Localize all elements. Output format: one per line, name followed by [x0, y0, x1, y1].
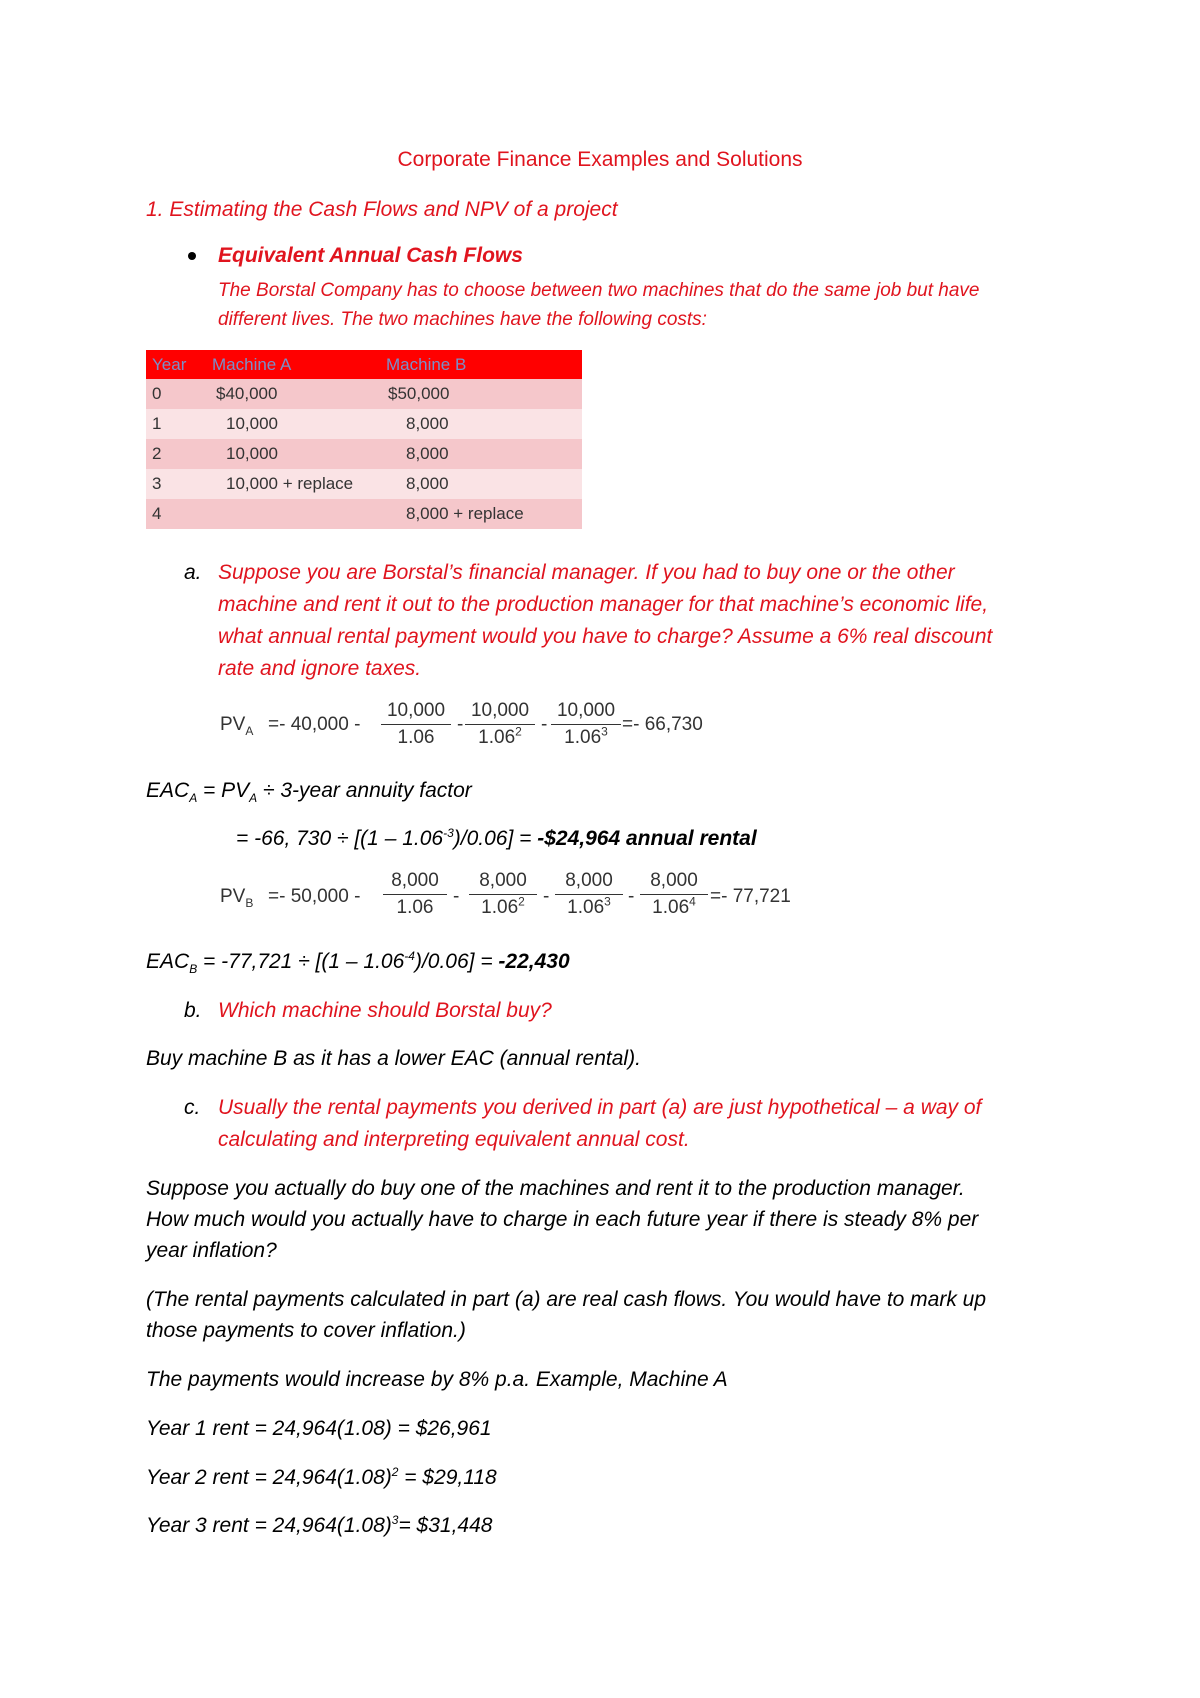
pvb-minus: -	[543, 886, 550, 907]
page-title: Corporate Finance Examples and Solutions	[397, 148, 803, 171]
eac-a-calculation: = -66, $730 \div [(1 - 1.06^{-3})/0.06]$ = -$24,964 annual rental	[236, 826, 757, 850]
table-cell: 8,000	[380, 439, 582, 469]
table-row	[146, 499, 582, 529]
eac-b-line: $EAC_B = -77,721 \div [(1 - 1.06^{-4})/0.06] = -22,430$	[146, 949, 570, 977]
table-cell: 4	[146, 499, 206, 529]
intro-line-1: The Borstal Company has to choose between two machines that do the same job but have	[218, 280, 980, 301]
question-c-line: Usually the rental payments you derived in part (a) are just hypothetical – a way of	[218, 1096, 982, 1119]
table-header: Machine A	[206, 350, 380, 379]
table-cell: $50,000	[380, 379, 582, 409]
question-a-marker: a.	[184, 561, 202, 584]
question-a-line: what annual rental payment would you have to charge? Assume a 6% real discount	[218, 625, 993, 648]
eac-a-line: $EAC_A = PV_A$ ÷ 3-year annuity factor	[146, 779, 472, 806]
table-cell: $40,000	[206, 379, 380, 409]
pvb-lead: =- 50,000 -	[268, 886, 361, 907]
table-cell: 2	[146, 439, 206, 469]
paragraph-line: those payments to cover inflation.)	[146, 1319, 466, 1342]
bullet-icon	[188, 252, 196, 260]
table-header: Year	[146, 350, 206, 379]
question-b-text: Which machine should Borstal buy?	[218, 999, 552, 1022]
table-cell: 1	[146, 409, 206, 439]
question-c-line: calculating and interpreting equivalent annual cost.	[218, 1128, 690, 1151]
table-cell: 10,000	[206, 439, 380, 469]
question-a-line: rate and ignore taxes.	[218, 657, 422, 680]
paragraph-line: Suppose you actually do buy one of the machines and rent it to the production manager.	[146, 1177, 965, 1200]
table-row	[146, 409, 582, 439]
table-cell: 8,000	[380, 409, 582, 439]
pva-lead: =- 40,000 -	[268, 714, 361, 735]
answer-b: Buy machine B as it has a lower EAC (annual rental).	[146, 1047, 641, 1070]
paragraph-line: How much would you actually have to charge in each future year if there is steady 8% per	[146, 1208, 979, 1231]
table-cell	[206, 499, 380, 529]
question-a-line: Suppose you are Borstal’s financial manager. If you had to buy one or the other	[218, 561, 955, 584]
pva-result: =- 66,730	[622, 714, 703, 735]
paragraph-line: The payments would increase by 8% p.a. Example, Machine A	[146, 1368, 728, 1391]
intro-line-2: different lives. The two machines have the following costs:	[218, 309, 707, 330]
table-cell: 0	[146, 379, 206, 409]
pvb-fraction: $\frac{8,000}{1.06}$	[383, 870, 447, 919]
question-c-marker: c.	[184, 1096, 201, 1119]
table-row	[146, 439, 582, 469]
pva-fraction: $\frac{10,000}{1.06^3}$	[551, 700, 621, 749]
question-b-marker: b.	[184, 999, 202, 1022]
pvb-fraction: $\frac{8,000}{1.06^2}$	[469, 870, 537, 919]
rent-line: Year 1 rent = 24,964(1.08) = $26,961	[146, 1417, 492, 1440]
table-header: Machine B	[380, 350, 582, 379]
pvb-label: $PV_B$	[220, 886, 254, 910]
pva-fraction: $\frac{10,000}{1.06^2}$	[465, 700, 535, 749]
pvb-minus: -	[453, 886, 460, 907]
pva-label: $PV_A$	[220, 714, 254, 738]
pvb-minus: -	[628, 886, 635, 907]
table-row	[146, 469, 582, 499]
rent-line: Year 3 rent = $24,964(1.08)^3=$ $31,448	[146, 1513, 493, 1537]
table-cell: 8,000	[380, 469, 582, 499]
pvb-fraction: $\frac{8,000}{1.06^4}$	[640, 870, 708, 919]
table-cell: 3	[146, 469, 206, 499]
paragraph-line: (The rental payments calculated in part (a) are real cash flows. You would have to mark up	[146, 1288, 987, 1311]
rent-line: Year 2 rent = $24,964(1.08)^2$ = $29,118	[146, 1465, 497, 1489]
table-header-row	[146, 350, 582, 379]
costs-table	[146, 350, 582, 529]
question-a-line: machine and rent it out to the production manager for that machine’s economic life,	[218, 593, 989, 616]
pva-minus: -	[457, 714, 464, 735]
section-heading: 1. Estimating the Cash Flows and NPV of a project	[146, 198, 618, 221]
paragraph-line: year inflation?	[146, 1239, 277, 1262]
pva-minus: -	[541, 714, 548, 735]
pvb-fraction: $\frac{8,000}{1.06^3}$	[555, 870, 623, 919]
table-row	[146, 379, 582, 409]
table-cell: 8,000 + replace	[380, 499, 582, 529]
table-cell: 10,000	[206, 409, 380, 439]
pvb-result: =- 77,721	[710, 886, 791, 907]
bullet-heading: Equivalent Annual Cash Flows	[218, 244, 523, 267]
pva-fraction: $\frac{10,000}{1.06}$	[381, 700, 451, 749]
table-cell: 10,000 + replace	[206, 469, 380, 499]
